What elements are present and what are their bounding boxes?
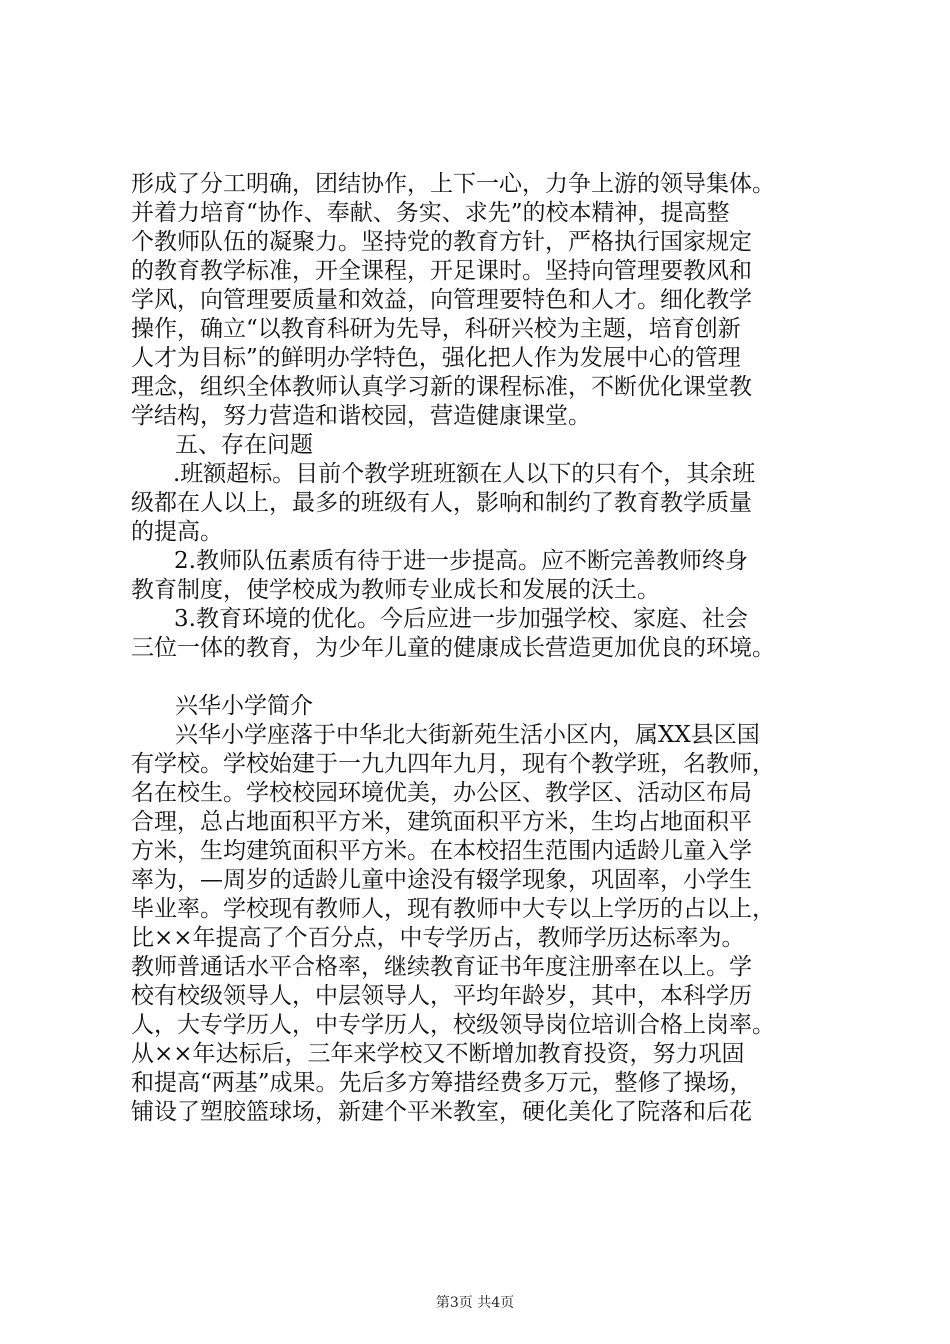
paragraph-line: 个教师队伍的凝聚力。坚持党的教育方针，严格执行国家规定 bbox=[131, 229, 752, 255]
intro-line: 和提高“两基”成果。先后多方筹措经费多万元，整修了操场， bbox=[131, 1070, 753, 1096]
intro-line: 兴华小学座落于中华北大街新苑生活小区内，属XX县区国 bbox=[175, 722, 760, 748]
intro-line: 从××年达标后，三年来学校又不断增加教育投资，努力巩固 bbox=[131, 1041, 745, 1067]
problem-item-3-line: 三位一体的教育，为少年儿童的健康成长营造更加优良的环境。 bbox=[131, 635, 775, 661]
intro-line: 名在校生。学校校园环境优美，办公区、教学区、活动区布局 bbox=[131, 780, 752, 806]
paragraph-line: 形成了分工明确，团结协作，上下一心，力争上游的领导集体。 bbox=[131, 171, 775, 197]
intro-line: 有学校。学校始建于一九九四年九月，现有个教学班，名教师， bbox=[131, 751, 775, 777]
paragraph-line: 理念，组织全体教师认真学习新的课程标准，不断优化课堂教 bbox=[131, 374, 752, 400]
page-number-label: 第3页 共4页 bbox=[435, 1295, 515, 1311]
problem-item-1-line: .班额超标。目前个教学班班额在人以下的只有个，其余班 bbox=[173, 461, 756, 487]
intro-line: 率为，—周岁的适龄儿童中途没有辍学现象，巩固率，小学生 bbox=[131, 867, 752, 893]
intro-line: 铺设了塑胶篮球场，新建个平米教室，硬化美化了院落和后花 bbox=[131, 1099, 752, 1125]
problem-item-1-line: 级都在人以上，最多的班级有人，影响和制约了教育教学质量 bbox=[131, 490, 752, 516]
intro-line: 校有校级领导人，中层领导人，平均年龄岁，其中，本科学历 bbox=[131, 983, 752, 1009]
problem-item-2-line: 教育制度，使学校成为教师专业成长和发展的沃土。 bbox=[131, 577, 660, 603]
intro-line: 比××年提高了个百分点，中专学历占，教师学历达标率为。 bbox=[131, 925, 745, 951]
problem-item-3-line: 3.教育环境的优化。今后应进一步加强学校、家庭、社会 bbox=[174, 606, 748, 632]
paragraph-line: 学风，向管理要质量和效益，向管理要特色和人才。细化教学 bbox=[131, 287, 752, 313]
intro-line: 方米，生均建筑面积平方米。在本校招生范围内适龄儿童入学 bbox=[131, 838, 752, 864]
problem-item-1-line: 的提高。 bbox=[131, 519, 223, 545]
paragraph-line: 人才为目标”的鲜明办学特色，强化把人作为发展中心的管理 bbox=[131, 345, 741, 371]
document-body bbox=[131, 170, 831, 1127]
problem-item-2-line: 2.教师队伍素质有待于进一步提高。应不断完善教师终身 bbox=[174, 548, 748, 574]
spacer bbox=[131, 663, 831, 692]
paragraph-line: 并着力培育“协作、奉献、务实、求先”的校本精神，提高整 bbox=[131, 200, 730, 226]
school-intro-title: 兴华小学简介 bbox=[175, 693, 313, 719]
section-heading-problems: 五、存在问题 bbox=[175, 432, 313, 458]
intro-line: 合理，总占地面积平方米，建筑面积平方米，生均占地面积平 bbox=[131, 809, 752, 835]
paragraph-line: 学结构，努力营造和谐校园，营造健康课堂。 bbox=[131, 403, 591, 429]
intro-line: 教师普通话水平合格率，继续教育证书年度注册率在以上。学 bbox=[131, 954, 752, 980]
paragraph-line: 操作，确立“以教育科研为先导，科研兴校为主题，培育创新 bbox=[131, 316, 741, 342]
intro-line: 人，大专学历人，中专学历人，校级领导岗位培训合格上岗率。 bbox=[131, 1012, 775, 1038]
paragraph-line: 的教育教学标准，开全课程，开足课时。坚持向管理要教风和 bbox=[131, 258, 752, 284]
page-footer bbox=[0, 1293, 950, 1313]
intro-line: 毕业率。学校现有教师人，现有教师中大专以上学历的占以上， bbox=[131, 896, 775, 922]
